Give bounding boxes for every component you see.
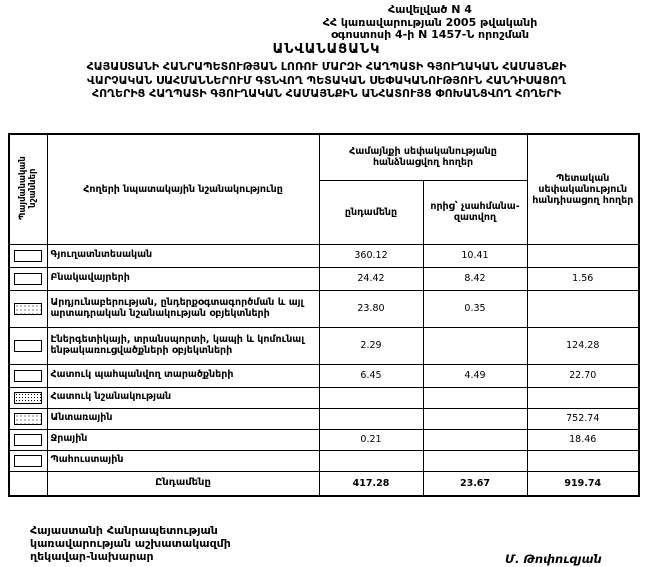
- cell-state: 18.46: [527, 429, 639, 450]
- appendix-header: [220, 4, 640, 42]
- legend-cell: [9, 244, 47, 267]
- cell-total: 24.42: [319, 267, 423, 290]
- table-row: [9, 267, 639, 290]
- cell-of-which: 8.42: [423, 267, 527, 290]
- legend-cell: [9, 471, 47, 496]
- legend-symbol: [14, 340, 42, 352]
- header-symbols-label: Պայմանական նշաններ: [18, 155, 39, 220]
- cell-total: 0.21: [319, 429, 423, 450]
- cell-of-which: [423, 429, 527, 450]
- legend-symbol: [14, 370, 42, 382]
- signatory-line-3: ղեկավար-նախարար: [30, 550, 154, 563]
- table-header-row-1: [9, 134, 639, 180]
- cell-state: [527, 387, 639, 408]
- legend-symbol: [14, 250, 42, 262]
- signatory-title-block: [30, 524, 231, 563]
- legend-symbol: [14, 303, 42, 315]
- subtitle-line-3: ՀՈՂԵՐԻՑ ՀԱՂՊԱՏԻ ԳՅՈՒՂԱԿԱՆ ՀԱՄԱՅՆՔԻՆ ԱՆՀԱՏՈՒՅՑ ՓՈԽԱՆՑՎՈՂ ՀՈՂԵՐԻ: [91, 87, 562, 100]
- row-label: Հատուկ նշանակության: [47, 387, 319, 408]
- legend-cell: [9, 364, 47, 387]
- cell-of-which: [423, 408, 527, 429]
- row-label: Արդյունաբերության, ընդերքօգտագործման և այլ արտադրական նշանակության օբյեկտների: [47, 290, 319, 327]
- lands-table: [8, 133, 640, 497]
- appendix-number: Հավելված N 4: [388, 3, 472, 16]
- total-state: 919.74: [527, 471, 639, 496]
- cell-state: 22.70: [527, 364, 639, 387]
- cell-of-which: 10.41: [423, 244, 527, 267]
- header-state: Պետական սեփականություն հանդիսացող հողեր: [527, 134, 639, 244]
- table-row: [9, 290, 639, 327]
- row-label: Գյուղատնտեսական: [47, 244, 319, 267]
- table-total-row: [9, 471, 639, 496]
- legend-cell: [9, 327, 47, 364]
- signature-name: Մ. Թոփուզյան: [505, 552, 602, 566]
- appendix-decision-line: օգոստոսի 4-ի N 1457-Ն որոշման: [330, 28, 530, 41]
- cell-state: 752.74: [527, 408, 639, 429]
- cell-of-which: [423, 450, 527, 471]
- cell-total: [319, 408, 423, 429]
- legend-symbol: [14, 455, 42, 467]
- legend-cell: [9, 408, 47, 429]
- table-row: [9, 408, 639, 429]
- page-title: ԱՆՎԱՆԱՑԱՆԿ: [272, 42, 381, 57]
- cell-total: 360.12: [319, 244, 423, 267]
- legend-symbol: [14, 434, 42, 446]
- cell-state: [527, 244, 639, 267]
- cell-of-which: [423, 327, 527, 364]
- cell-state: [527, 450, 639, 471]
- table-row: [9, 387, 639, 408]
- row-label: Անտառային: [47, 408, 319, 429]
- header-purpose: Հողերի նպատակային նշանակությունը: [47, 134, 319, 244]
- table-row: [9, 244, 639, 267]
- cell-of-which: 4.49: [423, 364, 527, 387]
- total-total: 417.28: [319, 471, 423, 496]
- cell-of-which: 0.35: [423, 290, 527, 327]
- subtitle-line-2: ՎԱՐՉԱԿԱՆ ՍԱՀՄԱՆՆԵՐՈՒՄ ԳՏՆՎՈՂ ՊԵՏԱԿԱՆ ՍԵՓԱԿԱՆՈՒԹՅՈՒՆ ՀԱՆԴԻՍԱՑՈՂ: [87, 73, 566, 87]
- legend-symbol: [14, 392, 42, 404]
- row-label: Ջրային: [47, 429, 319, 450]
- cell-total: [319, 387, 423, 408]
- total-label: Ընդամենը: [47, 471, 319, 496]
- signatory-line-1: Հայաստանի Հանրապետության: [30, 524, 218, 537]
- table-row: [9, 450, 639, 471]
- cell-total: 23.80: [319, 290, 423, 327]
- cell-total: [319, 450, 423, 471]
- row-label: Հատուկ պահպանվող տարածքների: [47, 364, 319, 387]
- cell-state: [527, 290, 639, 327]
- legend-cell: [9, 290, 47, 327]
- subtitle-line-1: ՀԱՅԱՍՏԱՆԻ ՀԱՆՐԱՊԵՏՈՒԹՅԱՆ ԼՈՌՈՒ ՄԱՐԶԻ ՀԱՂՊԱՏԻ ԳՅՈՒՂԱԿԱՆ ՀԱՄԱՅՆՔԻ: [86, 60, 567, 73]
- cell-of-which: [423, 387, 527, 408]
- table-row: [9, 327, 639, 364]
- row-label: Բնակավայրերի: [47, 267, 319, 290]
- header-total: ընդամենը: [319, 180, 423, 244]
- header-community-group: Համայնքի սեփականությանը հանձնացվող հողեր: [319, 134, 527, 180]
- total-of-which: 23.67: [423, 471, 527, 496]
- table-row: [9, 429, 639, 450]
- legend-symbol: [14, 273, 42, 285]
- cell-total: 6.45: [319, 364, 423, 387]
- row-label: Էներգետիկայի, տրանսպորտի, կապի և կոմունալ ենթակառուցվածքների օբյեկտների: [47, 327, 319, 364]
- legend-symbol: [14, 413, 42, 425]
- row-label: Պահուստային: [47, 450, 319, 471]
- cell-total: 2.29: [319, 327, 423, 364]
- table-row: [9, 364, 639, 387]
- header-of-which: որից՝ չսահմանազատվող: [423, 180, 527, 244]
- document-subtitle: [0, 60, 653, 101]
- signatory-line-2: կառավարության աշխատակազմի: [30, 537, 231, 550]
- legend-cell: [9, 450, 47, 471]
- header-symbols: [9, 134, 47, 244]
- appendix-gov-line: ՀՀ կառավարության 2005 թվականի: [322, 15, 538, 29]
- cell-state: 1.56: [527, 267, 639, 290]
- legend-cell: [9, 387, 47, 408]
- cell-state: 124.28: [527, 327, 639, 364]
- legend-cell: [9, 267, 47, 290]
- legend-cell: [9, 429, 47, 450]
